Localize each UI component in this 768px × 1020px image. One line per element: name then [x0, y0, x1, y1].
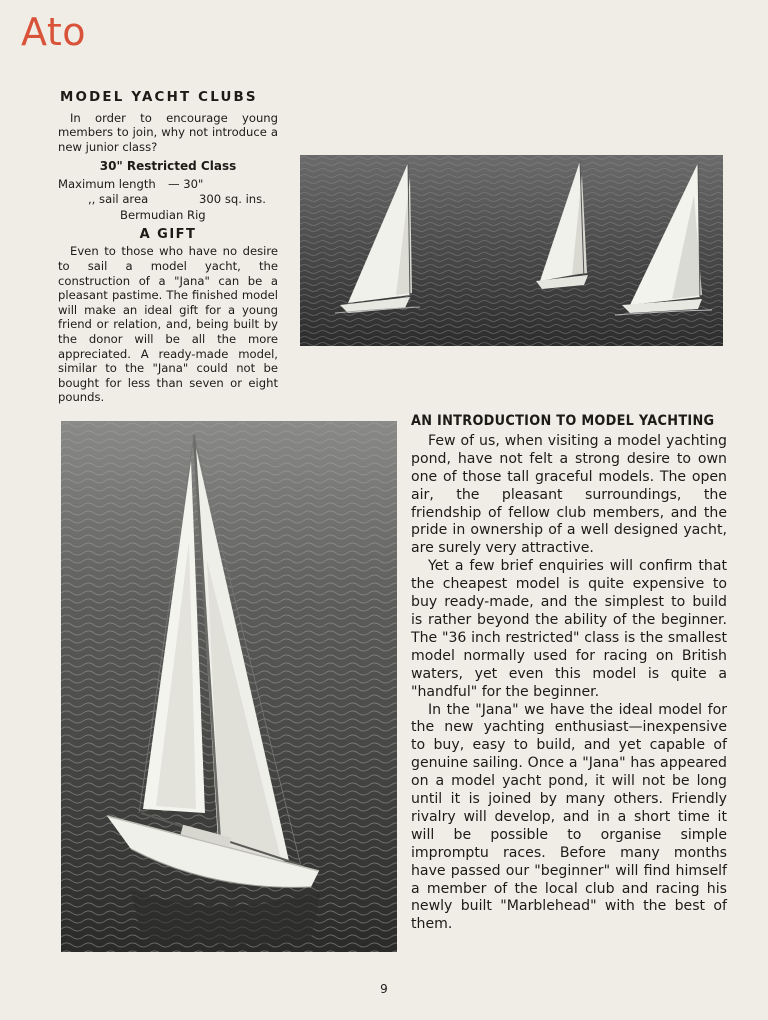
clubs-intro: In order to encourage young members to join, why not introduce a new junior class? — [58, 110, 278, 154]
spec-row — [58, 177, 278, 192]
right-column — [411, 413, 727, 934]
class-title: 30" Restricted Class — [99, 159, 237, 174]
jana-yacht-photo — [61, 421, 397, 952]
brand-logo: Ato — [21, 10, 86, 54]
left-column — [58, 91, 278, 405]
spec-row — [58, 192, 278, 207]
intro-paragraph: In the "Jana" we have the ideal model for the new yachting enthusiast—inexpensive to buy, easy to build, and yet capable of genuine sailing. Once a "Jana" has appeared on a model yacht pond, it will not be long until it is joined by many others. Friendly rivalry will develop, and in a short time it will be possible to organise simple impromptu races. Before many months have passed our "beginner" will find himself a member of the local club and racing his newly built "Marblehead" with the best of them. — [411, 701, 727, 933]
intro-paragraph: Few of us, when visiting a model yachting pond, have not felt a strong desire to own one of those tall graceful models. The open air, the pleasant surroundings, the friendship of fellow club members, and the pride in ownership of a well designed yacht, are surely very attractive. — [411, 432, 727, 557]
spec-value: — 30" — [168, 176, 204, 191]
intro-paragraph: Yet a few brief enquiries will confirm that the cheapest model is quite expensive to buy ready-made, and the simplest to build is rather beyond the ability of the beginner. The "36 inch restricted" class is the smallest model normally used for racing on British waters, yet even this model is quite a "handful" for the beginner. — [411, 558, 727, 700]
three-yachts-photo — [300, 155, 723, 346]
spec-value: 300 sq. ins. — [199, 191, 266, 206]
gift-paragraph: Even to those who have no desire to sail a model yacht, the construction of a "Jana" can be a pleasant pastime. The finished model will make an ideal gift for a young friend or relation, and, being built by the donor will be all the more appreciated. A ready-made model, similar to the "Jana" could not be bought for less than seven or eight pounds. — [58, 244, 278, 405]
spec-label: ,, sail area — [88, 191, 149, 206]
rig-line: Bermudian Rig — [120, 208, 206, 223]
page-number: 9 — [380, 982, 388, 996]
intro-heading: AN INTRODUCTION TO MODEL YACHTING — [411, 413, 715, 429]
spec-label: Maximum length — [58, 176, 156, 191]
clubs-heading: MODEL YACHT CLUBS — [60, 90, 258, 105]
gift-heading: A GIFT — [139, 226, 197, 242]
